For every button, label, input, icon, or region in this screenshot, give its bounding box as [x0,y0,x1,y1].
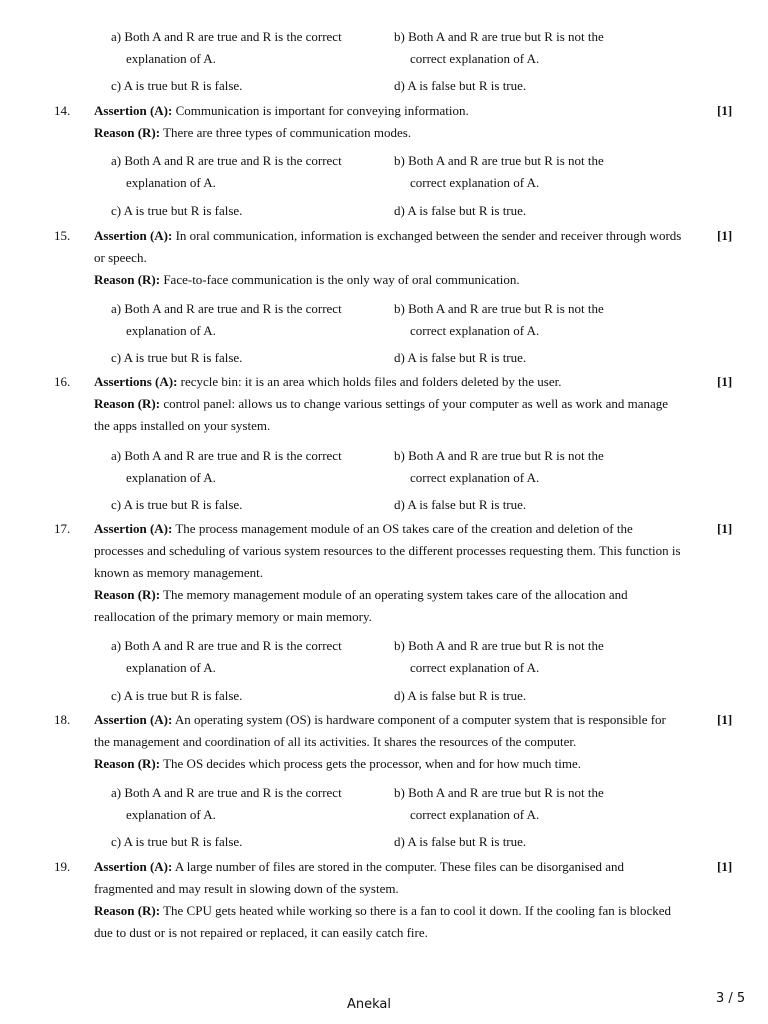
option-b-line2: correct explanation of A. [410,807,540,822]
assertion-line [94,103,469,119]
assertion-text: Communication is important for conveying information. [175,103,469,118]
option-a-line2: explanation of A. [126,175,216,190]
assertion-text: A large number of files are stored in the computer. These files can be disorganised and [174,859,624,874]
assertion-line [94,228,681,244]
option-b-line2: correct explanation of A. [410,175,540,190]
question-number: 14. [54,103,71,118]
option-b-line1: b) Both A and R are true but R is not the [394,153,604,168]
option-b-line1: b) Both A and R are true but R is not the [394,301,604,316]
page-number: 3 / 5 [716,991,746,1006]
question-number: 16. [54,374,71,389]
reason-line [94,756,581,772]
reason-label: Reason (R): [94,756,161,771]
assertion-text-cont: the management and coordination of all its activities. It shares the resources of the computer. [94,734,577,749]
question-marks: [1] [717,859,733,874]
option-a-line2: explanation of A. [126,51,216,66]
option-b-line1: b) Both A and R are true but R is not the [394,785,604,800]
option-d: d) A is false but R is true. [394,350,527,365]
option-a-line2: explanation of A. [126,807,216,822]
reason-text-cont: reallocation of the primary memory or main memory. [94,609,372,624]
assertion-text-cont: or speech. [94,250,147,265]
option-b-line1: b) Both A and R are true but R is not the [394,448,604,463]
option-b-line2: correct explanation of A. [410,660,540,675]
reason-text: control panel: allows us to change various settings of your computer as well as work and manage [163,396,669,411]
assertion-label: Assertion (A): [94,521,173,536]
option-c: c) A is true but R is false. [111,203,243,218]
reason-label: Reason (R): [94,903,161,918]
assertion-line [94,521,633,537]
assertion-line [94,374,562,390]
reason-text: The CPU gets heated while working so there is a fan to cool it down. If the cooling fan is blocked [163,903,672,918]
reason-text: The memory management module of an operating system takes care of the allocation and [163,587,628,602]
assertion-label: Assertion (A): [94,712,173,727]
reason-label: Reason (R): [94,272,161,287]
assertion-text-cont: processes and scheduling of various system resources to the different processes requesting them. This function is [94,543,681,558]
reason-text: There are three types of communication modes. [163,125,412,140]
question-marks: [1] [717,521,733,536]
option-c: c) A is true but R is false. [111,350,243,365]
reason-text: Face-to-face communication is the only way of oral communication. [163,272,520,287]
assertion-label: Assertion (A): [94,228,173,243]
option-c: c) A is true but R is false. [111,78,243,93]
reason-text: The OS decides which process gets the processor, when and for how much time. [163,756,581,771]
option-b-line1: b) Both A and R are true but R is not the [394,29,604,44]
assertion-text: An operating system (OS) is hardware component of a computer system that is responsible for [174,712,666,727]
option-a-line1: a) Both A and R are true and R is the correct [111,785,342,800]
option-d: d) A is false but R is true. [394,203,527,218]
assertion-line [94,859,624,875]
question-marks: [1] [717,228,733,243]
option-c: c) A is true but R is false. [111,834,243,849]
assertion-label: Assertion (A): [94,103,173,118]
option-d: d) A is false but R is true. [394,688,527,703]
option-b-line1: b) Both A and R are true but R is not the [394,638,604,653]
reason-line [94,587,628,603]
question-marks: [1] [717,103,733,118]
option-a-line1: a) Both A and R are true and R is the correct [111,29,342,44]
question-marks: [1] [717,374,733,389]
option-d: d) A is false but R is true. [394,497,527,512]
option-c: c) A is true but R is false. [111,688,243,703]
reason-label: Reason (R): [94,396,161,411]
question-number: 15. [54,228,71,243]
option-d: d) A is false but R is true. [394,78,527,93]
reason-line [94,396,668,412]
option-b-line2: correct explanation of A. [410,51,540,66]
question-number: 17. [54,521,71,536]
assertion-label: Assertions (A): [94,374,178,389]
question-number: 19. [54,859,71,874]
reason-line [94,272,520,288]
reason-label: Reason (R): [94,587,161,602]
reason-line [94,125,411,141]
option-a-line2: explanation of A. [126,323,216,338]
assertion-label: Assertion (A): [94,859,173,874]
option-b-line2: correct explanation of A. [410,470,540,485]
option-c: c) A is true but R is false. [111,497,243,512]
option-b-line2: correct explanation of A. [410,323,540,338]
footer-center-text: Anekal [347,997,392,1012]
question-marks: [1] [717,712,733,727]
question-number: 18. [54,712,71,727]
option-a-line2: explanation of A. [126,470,216,485]
option-a-line1: a) Both A and R are true and R is the correct [111,448,342,463]
option-d: d) A is false but R is true. [394,834,527,849]
option-a-line2: explanation of A. [126,660,216,675]
option-a-line1: a) Both A and R are true and R is the correct [111,153,342,168]
assertion-text-cont: known as memory management. [94,565,263,580]
assertion-text: recycle bin: it is an area which holds files and folders deleted by the user. [180,374,562,389]
reason-text-cont: the apps installed on your system. [94,418,271,433]
reason-label: Reason (R): [94,125,161,140]
assertion-text-cont: fragmented and may result in slowing down of the system. [94,881,399,896]
reason-text-cont: due to dust or is not repaired or replaced, it can easily catch fire. [94,925,428,940]
assertion-line [94,712,666,728]
assertion-text: In oral communication, information is exchanged between the sender and receiver through words [175,228,682,243]
option-a-line1: a) Both A and R are true and R is the correct [111,301,342,316]
option-a-line1: a) Both A and R are true and R is the correct [111,638,342,653]
reason-line [94,903,671,919]
assertion-text: The process management module of an OS takes care of the creation and deletion of the [175,521,633,536]
